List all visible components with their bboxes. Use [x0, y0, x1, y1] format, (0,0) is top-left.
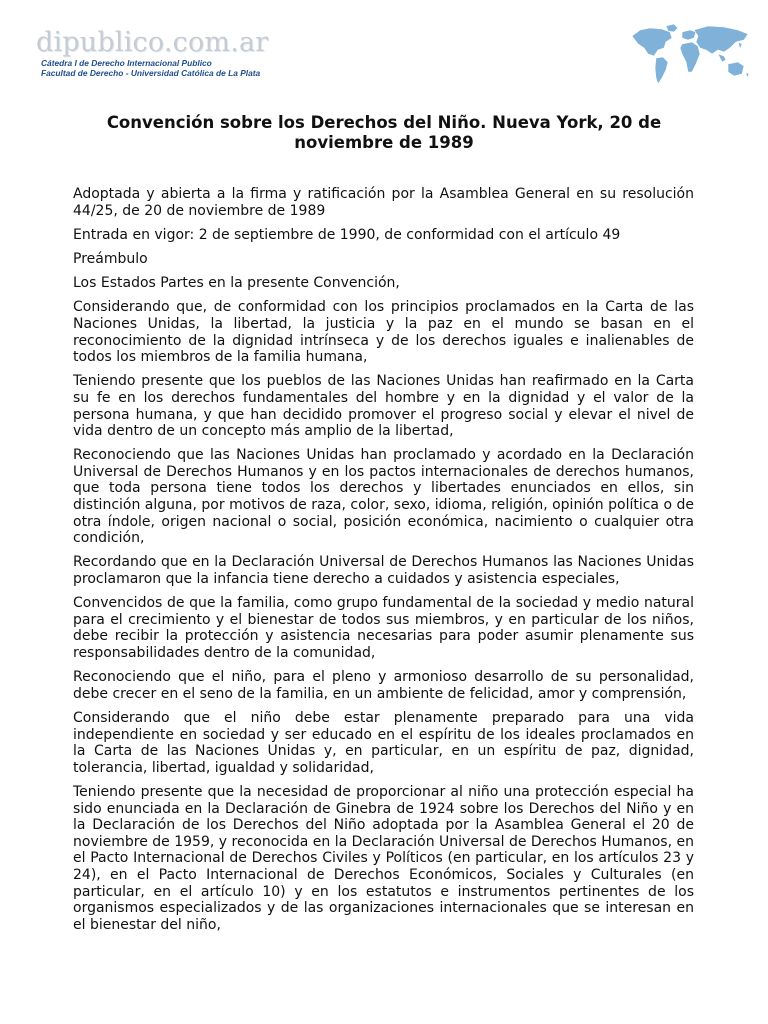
page-header: [0, 0, 768, 95]
document-body: [73, 186, 694, 941]
paragraph: Convencidos de que la familia, como grupo fundamental de la sociedad y medio natural para el crecimiento y el bienestar de todos sus miembros, y en particular de los niños, debe recibir la protección y asistencia necesarias para poder asumir plenamente sus responsabilidades dentro de la comunidad,: [73, 595, 694, 661]
paragraph: Recordando que en la Declaración Universal de Derechos Humanos las Naciones Unidas proclamaron que la infancia tiene derecho a cuidados y asistencia especiales,: [73, 554, 694, 588]
paragraph: Teniendo presente que la necesidad de proporcionar al niño una protección especial ha sido enunciada en la Declaración de Ginebra de 1924 sobre los Derechos del Niño y en la Declaración de los Derechos del Niño adoptada por la Asamblea General el 20 de noviembre de 1959, y reconocida en la Declaración Universal de Derechos Humanos, en el Pacto Internacional de Derechos Civiles y Políticos (en particular, en los artículos 23 y 24), en el Pacto Internacional de Derechos Económicos, Sociales y Culturales (en particular, en el artículo 10) y en los estatutos e instrumentos pertinentes de los organismos especializados y de las organizaciones internacionales que se interesan en el bienestar del niño,: [73, 783, 694, 933]
logo-subtitle-line-1: Cátedra I de Derecho Internacional Publico: [41, 58, 212, 68]
paragraph: Considerando que el niño debe estar plenamente preparado para una vida independiente en sociedad y ser educado en el espíritu de los ideales proclamados en la Carta de las Naciones Unidas y, en particular, en un espíritu de paz, dignidad, tolerancia, libertad, igualdad y solidaridad,: [73, 709, 694, 776]
paragraph-preamble-heading: Preámbulo: [73, 250, 148, 267]
document-title: Convención sobre los Derechos del Niño. Nueva York, 20 de noviembre de 1989: [106, 113, 662, 152]
world-map-icon: [630, 22, 752, 88]
paragraph: Los Estados Partes en la presente Convención,: [73, 275, 400, 292]
paragraph: Reconociendo que el niño, para el pleno y armonioso desarrollo de su personalidad, debe crecer en el seno de la familia, en un ambiente de felicidad, amor y comprensión,: [73, 669, 694, 702]
site-logo: [36, 28, 268, 78]
logo-subtitle-line-2: Facultad de Derecho - Universidad Católica de La Plata: [41, 68, 261, 78]
logo-text: dipublico.com.ar: [36, 27, 269, 58]
paragraph-entry-into-force: Entrada en vigor: 2 de septiembre de 1990, de conformidad con el artículo 49: [73, 226, 621, 243]
paragraph-adoption: Adoptada y abierta a la firma y ratificación por la Asamblea General en su resolución 44/25, de 20 de noviembre de 1989: [73, 186, 694, 219]
paragraph: Teniendo presente que los pueblos de las Naciones Unidas han reafirmado en la Carta su fe en los derechos fundamentales del hombre y en la dignidad y el valor de la persona humana, y que han decidido promover el progreso social y elevar el nivel de vida dentro de un concepto más amplio de la libertad,: [73, 373, 694, 440]
paragraph: Reconociendo que las Naciones Unidas han proclamado y acordado en la Declaración Universal de Derechos Humanos y en los pactos internacionales de derechos humanos, que toda persona tiene todos los derechos y libertades enunciados en ellos, sin distinción alguna, por motivos de raza, color, sexo, idioma, religión, opinión política o de otra índole, origen nacional o social, posición económica, nacimiento o cualquier otra condición,: [73, 447, 694, 547]
paragraph: Considerando que, de conformidad con los principios proclamados en la Carta de las Naciones Unidas, la libertad, la justicia y la paz en el mundo se basan en el reconocimiento de la dignidad intrínseca y de los derechos iguales e inalienables de todos los miembros de la familia humana,: [73, 299, 694, 366]
